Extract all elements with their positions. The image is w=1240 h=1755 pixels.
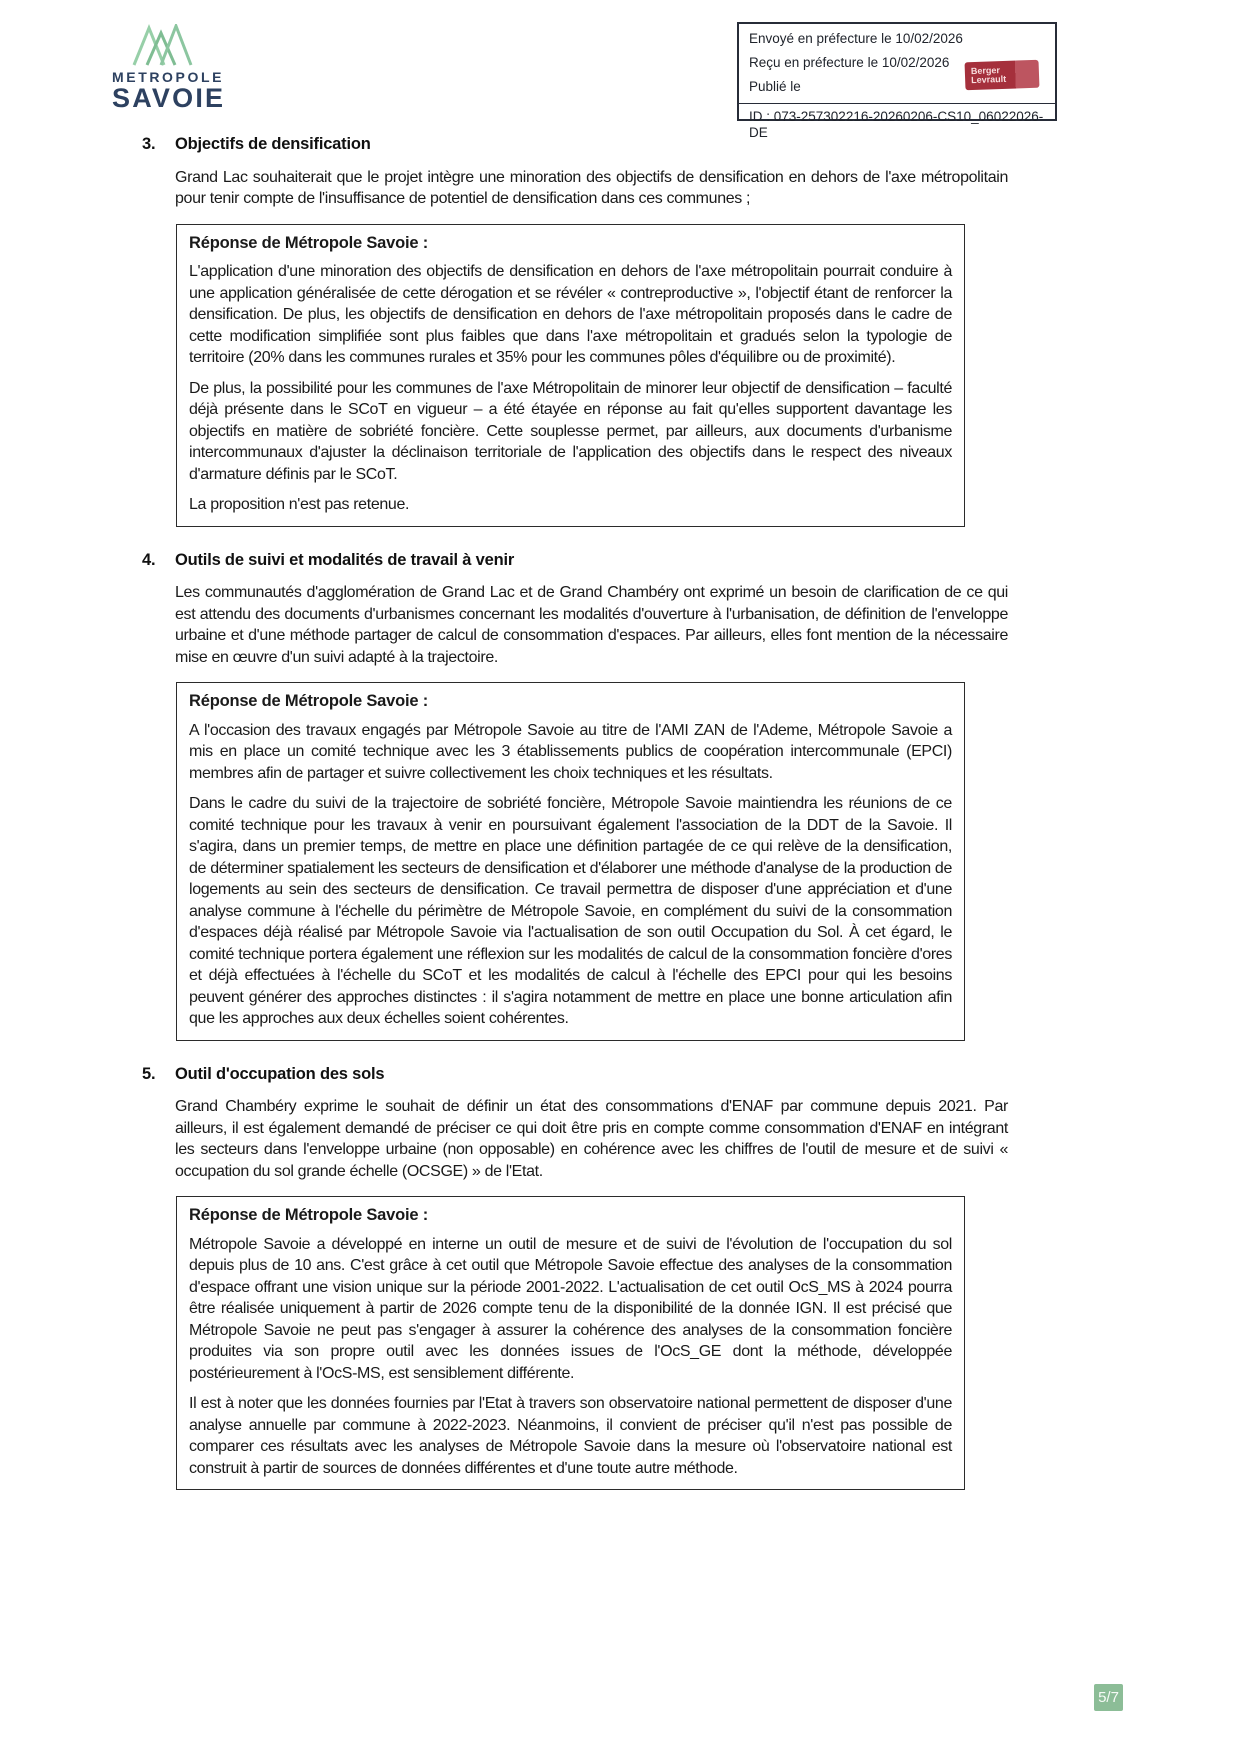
section-heading <box>142 1064 1240 1086</box>
prefecture-id-line: ID : 073-257302216-20260206-CS10_06022026-DE <box>739 103 1055 128</box>
response-paragraph: Il est à noter que les données fournies par l'Etat à travers son observatoire national permettent de disposer d'une analyse annuelle par commune à 2022-2023. Néanmoins, il convient de préciser qu'il n'est pas possible de comparer ces résultats avec les analyses de Métropole Savoie dans la mesure où l'observatoire national est construit à partir de sources de données différentes et d'une toute autre méthode. <box>189 1395 952 1477</box>
response-box <box>176 682 965 1041</box>
section-intro-paragraph: Grand Chambéry exprime le souhait de définir un état des consommations d'ENAF par commune depuis 2021. Par ailleurs, il est également demandé de préciser ce qui doit être pris en compte comme consommation d'ENAF en intégrant les secteurs dans l'enveloppe urbaine (non opposable) en cohérence avec les chiffres de l'outil de mesure et de suivi « occupation du sol grande échelle (OCSGE) » de l'Etat. <box>175 1098 1008 1180</box>
page-number-badge: 5/7 <box>1094 1684 1123 1711</box>
response-label: Réponse de Métropole Savoie : <box>189 1206 429 1224</box>
section-title: Outils de suivi et modalités de travail à venir <box>175 550 515 569</box>
logo-text-savoie: SAVOIE <box>112 82 226 113</box>
section-intro-paragraph: Grand Lac souhaiterait que le projet intègre une minoration des objectifs de densification en dehors de l'axe métropolitain pour tenir compte de l'insuffisance de potentiel de densification dans ces communes ; <box>175 168 1008 207</box>
section-intro-paragraph: Les communautés d'agglomération de Grand Lac et de Grand Chambéry ont exprimé un besoin de clarification de ce qui est attendu des documents d'urbanismes concernant les modalités d'ouverture à l'urbanisation, de définition de l'enveloppe urbaine et d'une méthode partager de calcul de consommation d'espaces. Par ailleurs, elles font mention de la nécessaire mise en œuvre d'un suivi adapté à la trajectoire. <box>175 584 1008 666</box>
section-heading <box>142 550 1240 572</box>
prefecture-sent-line: Envoyé en préfecture le 10/02/2026 <box>749 31 963 46</box>
stamp-text-levrault: Levrault <box>970 73 1007 86</box>
section-number: 3. <box>142 135 156 153</box>
section-outil-occupation-sols <box>0 1064 1240 1491</box>
response-conclusion: La proposition n'est pas retenue. <box>189 496 410 513</box>
prefecture-published-line: Publié le <box>749 79 801 94</box>
response-paragraph: Métropole Savoie a développé en interne un outil de mesure et de suivi de l'évolution de l'occupation du sol depuis plus de 10 ans. C'est grâce à cet outil que Métropole Savoie effectue des analyses de la consommation d'espace offrant une vision unique sur la période 2001-2022. L'actualisation de cet outil OcS_MS à 2024 pourra être réalisée uniquement à partir de 2026 compte tenu de la disponibilité de la donnée IGN. Il est précisé que Métropole Savoie ne peut pas s'engager à assurer la cohérence des analyses de la consommation foncière produites via son propre outil avec les données issues de l'OcS_GE dont la méthode, développée postérieurement à l'OcS-MS, est sensiblement différente. <box>189 1235 952 1382</box>
section-title: Outil d'occupation des sols <box>175 1064 385 1083</box>
response-label: Réponse de Métropole Savoie : <box>189 692 429 710</box>
response-label: Réponse de Métropole Savoie : <box>189 233 429 252</box>
section-title: Objectifs de densification <box>175 135 371 153</box>
section-objectifs-densification <box>0 134 1240 527</box>
stamp-text-berger: Berger <box>970 64 1000 76</box>
section-number: 4. <box>142 550 156 569</box>
logo-text-metropole: METROPOLE <box>112 69 225 85</box>
response-box <box>176 224 965 527</box>
section-number: 5. <box>142 1064 156 1083</box>
section-heading <box>142 134 1240 156</box>
response-paragraph: De plus, la possibilité pour les communes de l'axe Métropolitain de minorer leur objectif de densification – faculté déjà présente dans le SCoT en vigueur – a été étayée en réponse au fait qu'elles supportent davantage les objectifs en matière de sobriété foncière. Cette souplesse permet, par ailleurs, aux documents d'urbanisme intercommunaux d'ajuster la déclinaison territoriale de l'application des objectifs dans le respect des niveaux d'armature définis par le SCoT. <box>189 379 952 483</box>
response-paragraph: L'application d'une minoration des objectifs de densification en dehors de l'axe métropolitain pourrait conduire à une application généralisée de cette dérogation et se révéler « contreproductive », l'objectif étant de renforcer la densification. De plus, les objectifs de densification en dehors de l'axe métropolitain proposés dans le cadre de cette modification simplifiée sont plus faibles que dans l'axe métropolitain et gradués selon la typologie de territoire (20% dans les communes rurales et 35% pour les communes pôles d'équilibre ou de proximité). <box>189 263 952 366</box>
section-outils-de-suivi <box>0 550 1240 1041</box>
prefecture-received-line: Reçu en préfecture le 10/02/2026 <box>749 55 950 70</box>
response-paragraph: A l'occasion des travaux engagés par Métropole Savoie au titre de l'AMI ZAN de l'Ademe, Métropole Savoie a mis en place un comité technique avec les 3 établissements publics de coopération intercommunale (EPCI) membres afin de partager et suivre collectivement les choix techniques et les résultats. <box>189 721 952 782</box>
response-box <box>176 1196 965 1490</box>
response-paragraph: Dans le cadre du suivi de la trajectoire de sobriété foncière, Métropole Savoie maintiendra les réunions de ce comité technique pour les travaux à venir en poursuivant également l'association de la DDT de la Savoie. Il s'agira, dans un premier temps, de mettre en place une définition partagée de ce qui relève de la densification, de déterminer spatialement les secteurs de densification et d'élaborer une méthode d'analyse de la production de logements au sein des secteurs de densification. Ce travail permettra de disposer d'une appréciation et d'une analyse commune à l'échelle du périmètre de Métropole Savoie, en complément du suivi de la consommation d'espaces déjà réalisé par Métropole Savoie via l'actualisation de son outil Occupation du Sol. À cet égard, le comité technique portera également une réflexion sur les modalités de calcul de la consommation foncière d'ores et déjà effectuées à l'échelle du SCoT et les modalités de calcul à l'échelle des EPCI pour qui les besoins peuvent générer des approches distinctes : il s'agira notamment de mettre en place une bonne articulation afin que les approches aux deux échelles soient cohérentes. <box>189 795 952 1027</box>
